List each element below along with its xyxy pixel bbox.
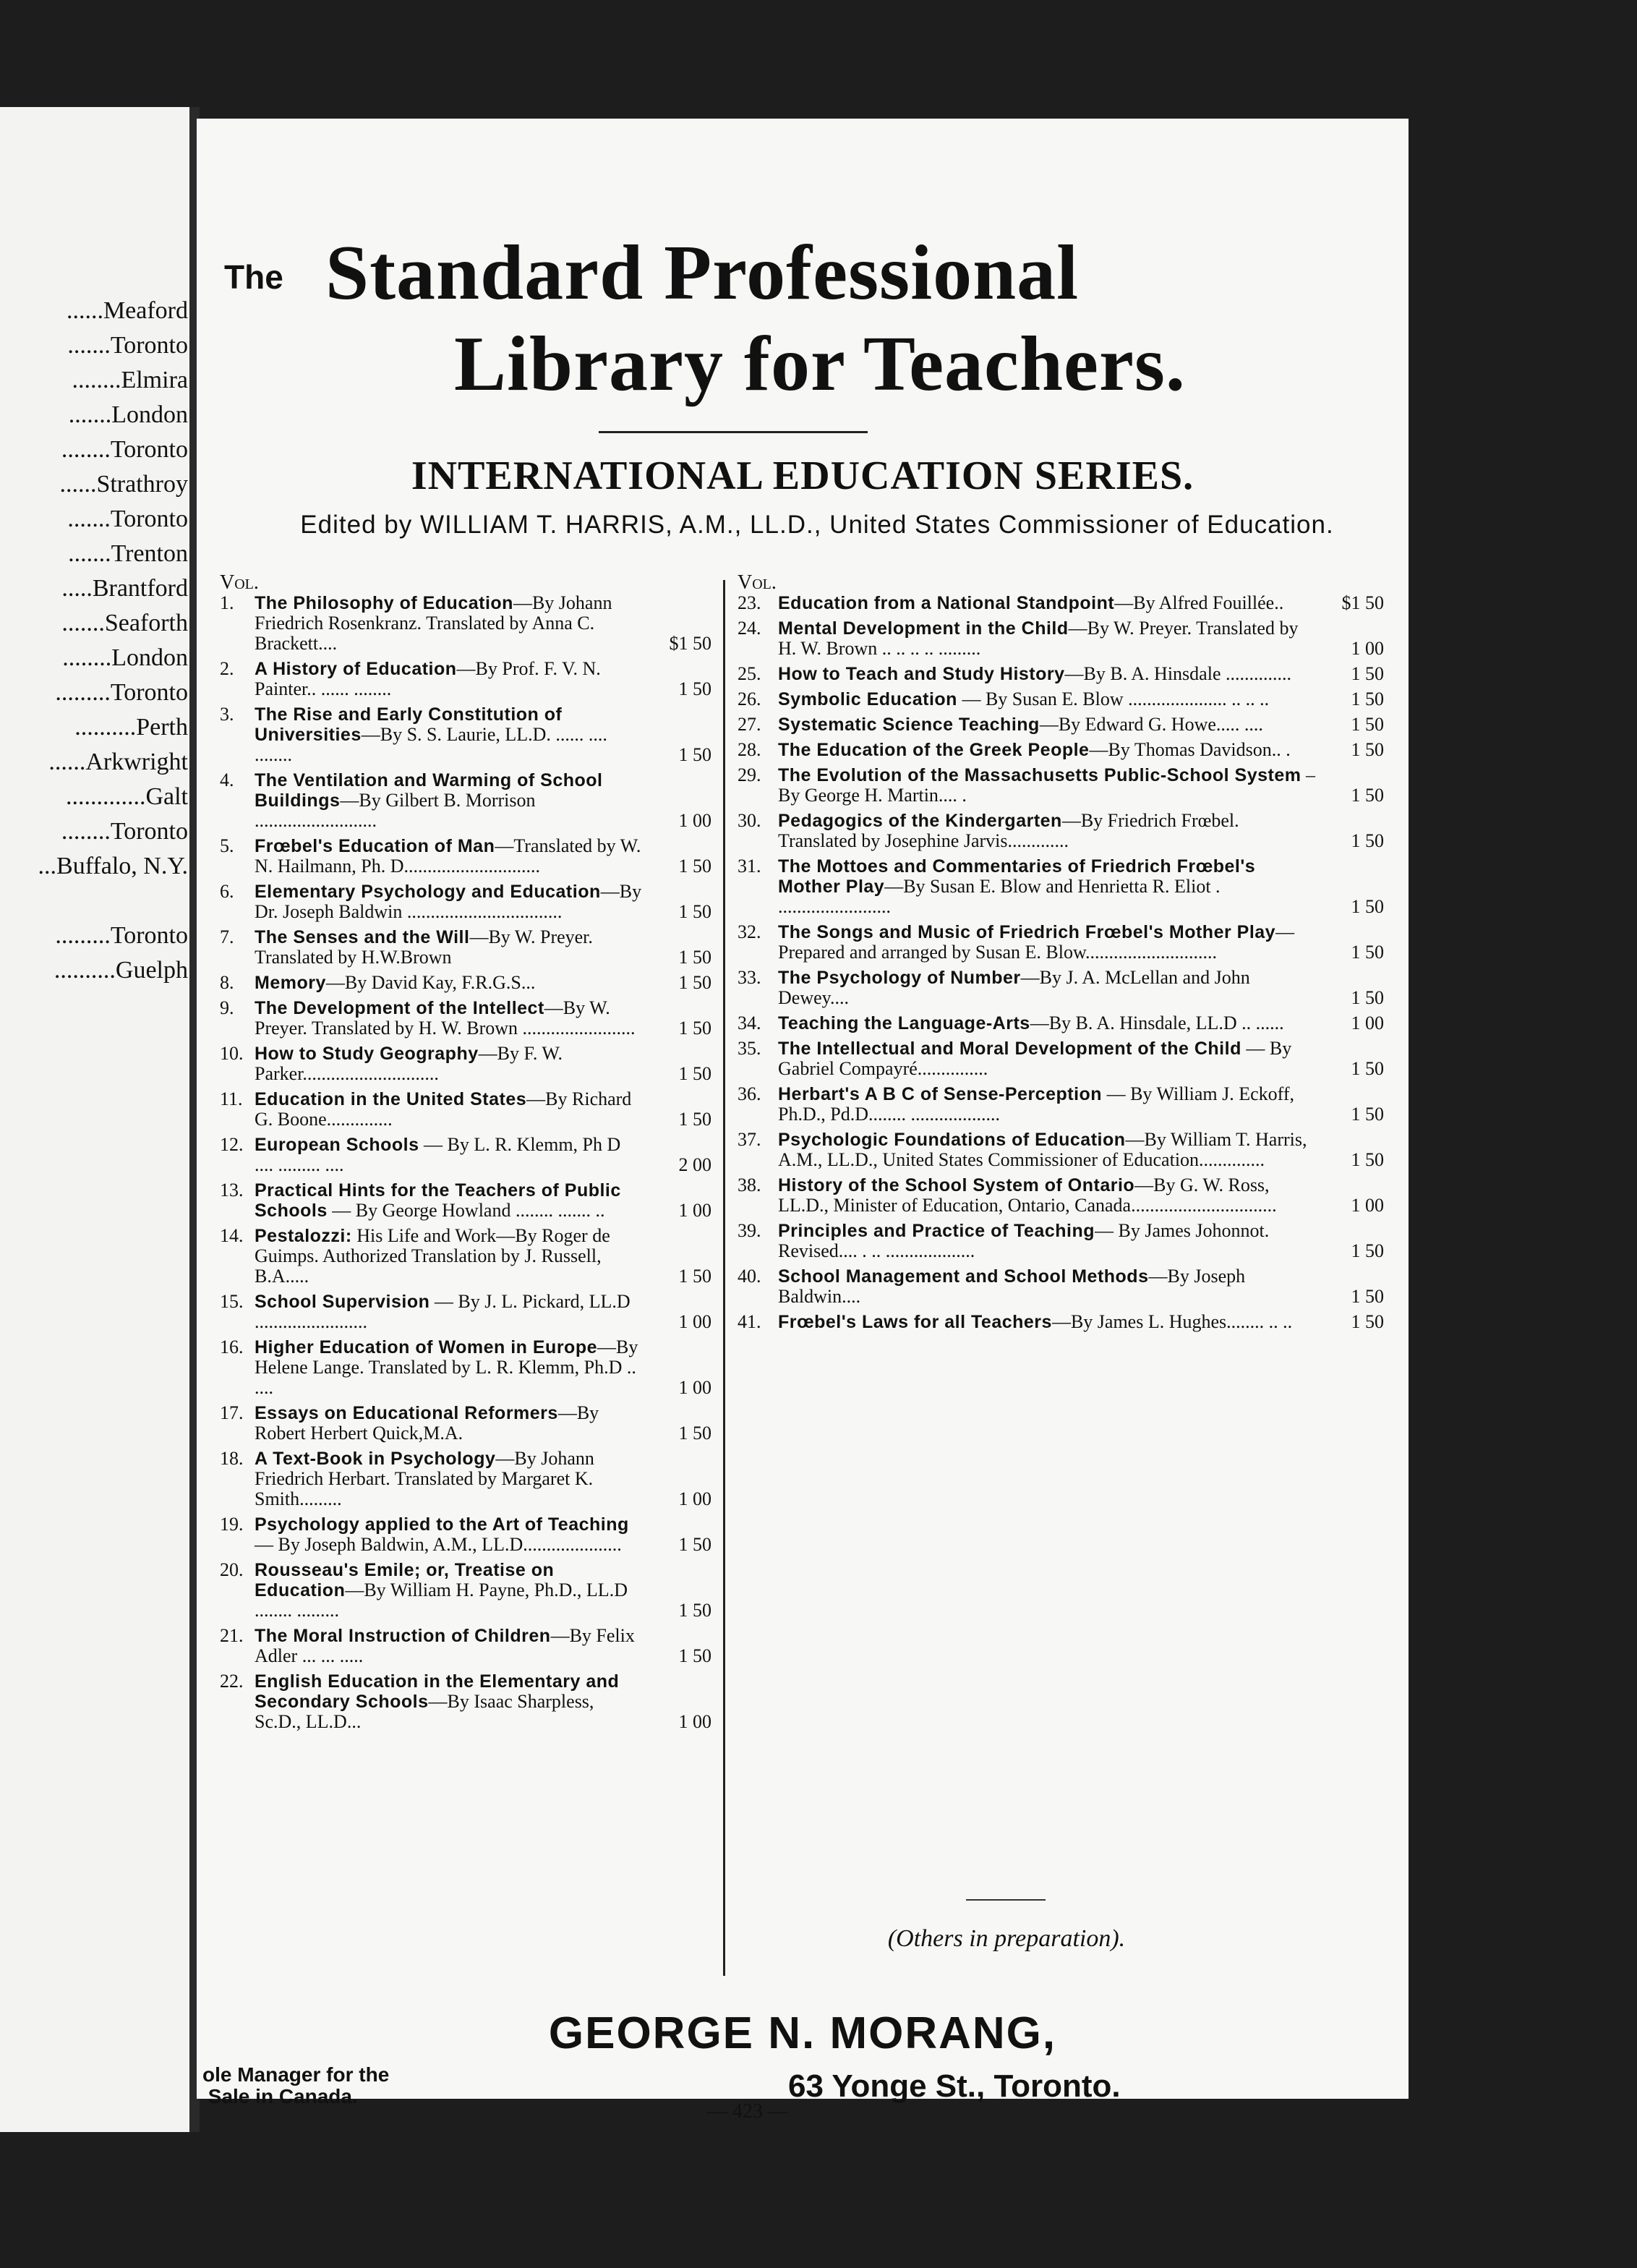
facing-page-line: ...Buffalo, N.Y. — [38, 853, 188, 879]
entry-number: 1. — [220, 592, 234, 613]
entry-number: 27. — [738, 714, 761, 735]
catalog-entry — [738, 1013, 1388, 1033]
catalog-entry — [738, 1266, 1388, 1307]
entry-number: 5. — [220, 835, 234, 856]
entry-author: —By Edward G. Howe..... .... — [1039, 714, 1263, 735]
catalog-entry — [738, 811, 1388, 851]
entry-author: — By William J. Eckoff, Ph.D., Pd.D........ ................... — [778, 1083, 1295, 1125]
entry-author: His Life and Work—By Roger de Guimps. Authorized Translation by J. Russell, B.A..... — [255, 1225, 610, 1287]
entry-price: 1 50 — [678, 1109, 711, 1130]
publisher-name: GEORGE N. MORANG, — [548, 2008, 1057, 2058]
entry-number: 37. — [738, 1129, 761, 1150]
entry-body — [778, 1130, 1319, 1170]
entry-price: 1 50 — [1351, 1311, 1384, 1332]
entry-price: 1 00 — [678, 1200, 711, 1221]
entry-title: Herbart's A B C of Sense-Perception — [778, 1084, 1103, 1104]
facing-page-line: .......Trenton — [68, 540, 188, 567]
entry-number: 7. — [220, 926, 234, 947]
entry-price: $1 50 — [1341, 592, 1384, 613]
entry-price: 1 00 — [678, 810, 711, 831]
facing-page — [0, 107, 189, 2132]
series-heading: INTERNATIONAL EDUCATION SERIES. — [411, 453, 1194, 498]
entry-title: Psychologic Foundations of Education — [778, 1130, 1126, 1150]
entry-price: 1 00 — [678, 1377, 711, 1398]
facing-page-line: .........Toronto — [55, 679, 188, 706]
entry-title: The Philosophy of Education — [255, 593, 513, 613]
entry-title: Essays on Educational Reformers — [255, 1403, 558, 1423]
entry-price: 1 50 — [678, 744, 711, 765]
catalog-entry — [738, 1039, 1388, 1079]
entry-author: — By George Howland ........ ....... .. — [327, 1200, 605, 1221]
entry-number: 36. — [738, 1083, 761, 1104]
entry-price: 1 00 — [678, 1711, 711, 1732]
entry-body — [778, 1084, 1319, 1125]
entry-price: 1 50 — [678, 1645, 711, 1666]
entry-title: History of the School System of Ontario — [778, 1175, 1135, 1195]
column-divider — [723, 580, 725, 1976]
entry-author: —By Felix Adler ... ... ..... — [255, 1625, 635, 1666]
entry-author: —By F. W. Parker............................. — [255, 1043, 563, 1084]
entry-number: 35. — [738, 1038, 761, 1059]
entry-price: 1 50 — [1351, 1149, 1384, 1170]
catalog-entry — [738, 1175, 1388, 1216]
entry-title: Practical Hints for the Teachers of Public Schools — [255, 1180, 621, 1221]
entry-body — [255, 998, 642, 1039]
entry-body — [255, 1449, 642, 1509]
entry-price: 1 50 — [678, 1063, 711, 1084]
catalog-entry — [220, 1044, 711, 1084]
entry-body — [255, 1044, 642, 1084]
entry-number: 8. — [220, 972, 234, 993]
entry-number: 4. — [220, 770, 234, 790]
entry-title: Memory — [255, 973, 326, 993]
entry-title: A History of Education — [255, 659, 457, 679]
catalog-entry — [738, 1084, 1388, 1125]
catalog-entry — [220, 1403, 711, 1444]
entry-number: 9. — [220, 997, 234, 1018]
title-article: The — [224, 258, 283, 296]
vol-label-left: Vol. — [220, 571, 259, 594]
entry-title: The Senses and the Will — [255, 927, 470, 947]
entry-body — [255, 1226, 642, 1287]
entry-price: 1 50 — [678, 678, 711, 699]
entry-body — [778, 618, 1319, 659]
entry-price: 1 50 — [678, 1018, 711, 1039]
entry-body — [255, 1180, 642, 1221]
entry-number: 41. — [738, 1311, 761, 1332]
entry-price: 1 50 — [1351, 739, 1384, 760]
entry-title: The Ventilation and Warming of School Buildings — [255, 770, 603, 811]
catalog-entry — [220, 1180, 711, 1221]
entry-author: —By William T. Harris, A.M., LL.D., United States Commissioner of Education.............. — [778, 1129, 1307, 1170]
entry-price: 1 50 — [1351, 987, 1384, 1008]
entry-price: 1 50 — [1351, 896, 1384, 917]
entry-author: —By W. Preyer. Translated by H.W.Brown — [255, 926, 593, 968]
page-number: — 423 — — [707, 2100, 788, 2123]
entry-number: 33. — [738, 967, 761, 988]
entry-price: 1 00 — [1351, 1012, 1384, 1033]
entry-author: —By J. A. McLellan and John Dewey.... — [778, 967, 1250, 1008]
facing-page-line: ..........Perth — [74, 714, 188, 741]
entry-author: —By Joseph Baldwin.... — [778, 1266, 1246, 1307]
entry-number: 40. — [738, 1266, 761, 1287]
entry-author: — By L. R. Klemm, Ph D .... ......... .... — [255, 1134, 621, 1175]
entry-author: —By Susan E. Blow and Henrietta R. Eliot . ........................ — [778, 876, 1221, 917]
entry-body — [255, 1626, 642, 1666]
entry-body — [255, 882, 642, 922]
entry-body — [255, 1403, 642, 1444]
catalog-entry — [738, 1221, 1388, 1261]
entry-price: 1 50 — [1351, 663, 1384, 684]
entry-author: —Translated by W. N. Hailmann, Ph. D............................. — [255, 835, 641, 877]
entry-title: Higher Education of Women in Europe — [255, 1337, 597, 1357]
entry-author: —By David Kay, F.R.G.S... — [325, 972, 536, 993]
entry-number: 26. — [738, 688, 761, 709]
entry-title: The Mottoes and Commentaries of Friedrich Frœbel's Mother Play — [778, 856, 1256, 897]
entry-number: 2. — [220, 658, 234, 679]
vol-label-right: Vol. — [738, 571, 777, 594]
catalog-entry — [220, 1671, 711, 1732]
left-column — [220, 593, 711, 1737]
entry-title: Mental Development in the Child — [778, 618, 1069, 639]
entry-title: Symbolic Education — [778, 689, 957, 709]
entry-author: —By Helene Lange. Translated by L. R. Klemm, Ph.D .. .... — [255, 1336, 638, 1398]
sole-manager-note: ole Manager for the Sale in Canada. — [202, 2063, 390, 2107]
entry-body — [255, 1089, 642, 1130]
entry-body — [255, 927, 642, 968]
catalog-entry — [220, 770, 711, 831]
entry-author: —By Gilbert B. Morrison .......................... — [255, 790, 536, 831]
entry-author: — By Susan E. Blow ..................... .. .. .. — [957, 688, 1270, 709]
entry-author: — By J. L. Pickard, LL.D ........................ — [255, 1291, 631, 1332]
entry-number: 21. — [220, 1625, 244, 1646]
facing-page-line: .........Toronto — [55, 922, 188, 949]
entry-price: 1 50 — [1351, 1240, 1384, 1261]
entry-body — [255, 593, 642, 654]
entry-author: —Prepared and arranged by Susan E. Blow............................ — [778, 921, 1295, 963]
right-column — [738, 593, 1388, 1337]
catalog-entry — [220, 927, 711, 968]
entry-body — [778, 1013, 1319, 1033]
facing-page-line: .............Galt — [65, 783, 188, 810]
entry-price: $1 50 — [669, 633, 711, 654]
entry-title: Rousseau's Emile; or, Treatise on Education — [255, 1560, 555, 1600]
catalog-entry — [220, 1226, 711, 1287]
entry-author: –By George H. Martin.... . — [778, 764, 1315, 806]
entry-title: School Supervision — [255, 1292, 430, 1312]
entry-number: 19. — [220, 1514, 244, 1535]
others-note: (Others in preparation). — [887, 1925, 1126, 1952]
entry-price: 1 50 — [678, 1600, 711, 1621]
catalog-entry — [220, 1337, 711, 1398]
entry-author: — By Gabriel Compayré............... — [778, 1038, 1292, 1079]
entry-body — [255, 1514, 642, 1555]
entry-body — [778, 1039, 1319, 1079]
entry-price: 1 50 — [678, 972, 711, 993]
entry-number: 16. — [220, 1336, 244, 1357]
entry-author: —By James L. Hughes........ .. .. — [1051, 1311, 1293, 1332]
entry-body — [778, 715, 1319, 735]
catalog-entry — [738, 740, 1388, 760]
editor-line: Edited by WILLIAM T. HARRIS, A.M., LL.D., United States Commissioner of Education. — [300, 511, 1334, 539]
entry-body — [255, 1135, 642, 1175]
catalog-entry — [220, 836, 711, 877]
entry-number: 25. — [738, 663, 761, 684]
entry-price: 1 50 — [678, 947, 711, 968]
catalog-entry — [738, 664, 1388, 684]
catalog-entry — [220, 1449, 711, 1509]
entry-body — [255, 836, 642, 877]
entry-title: The Intellectual and Moral Development of the Child — [778, 1039, 1241, 1059]
entry-number: 38. — [738, 1174, 761, 1195]
facing-page-line: ........Toronto — [61, 436, 188, 463]
entry-title: Principles and Practice of Teaching — [778, 1221, 1095, 1241]
entry-number: 11. — [220, 1088, 243, 1109]
catalog-entry — [220, 1560, 711, 1621]
entry-title: Education from a National Standpoint — [778, 593, 1115, 613]
catalog-page — [197, 119, 1409, 2123]
entry-price: 1 50 — [1351, 688, 1384, 709]
entry-author: —By Prof. F. V. N. Painter.. ...... ........ — [255, 658, 601, 699]
entry-body — [778, 922, 1319, 963]
entry-body — [255, 704, 642, 765]
catalog-entry — [220, 998, 711, 1039]
entry-author: —By Thomas Davidson.. . — [1089, 739, 1291, 760]
entry-number: 20. — [220, 1559, 244, 1580]
entry-author: —By Johann Friedrich Rosenkranz. Translated by Anna C. Brackett.... — [255, 592, 612, 654]
entry-number: 18. — [220, 1448, 244, 1469]
entry-price: 1 50 — [678, 901, 711, 922]
entry-number: 15. — [220, 1291, 244, 1312]
entry-number: 31. — [738, 856, 761, 877]
entry-author: —By S. S. Laurie, LL.D. ...... .... ........ — [255, 724, 607, 765]
entry-author: —By W. Preyer. Translated by H. W. Brown .. .. .. .. ......... — [778, 618, 1299, 659]
entry-author: —By Johann Friedrich Herbart. Translated by Margaret K. Smith......... — [255, 1448, 594, 1509]
facing-page-line: .....Brantford — [61, 575, 188, 602]
entry-title: The Development of the Intellect — [255, 998, 544, 1018]
catalog-entry — [220, 593, 711, 654]
entry-title: Teaching the Language-Arts — [778, 1013, 1030, 1033]
entry-price: 1 50 — [678, 856, 711, 877]
entry-number: 6. — [220, 881, 234, 902]
entry-title: Pestalozzi: — [255, 1226, 352, 1246]
catalog-entry — [738, 593, 1388, 613]
entry-number: 34. — [738, 1012, 761, 1033]
entry-author: —By G. W. Ross, LL.D., Minister of Education, Ontario, Canada............................... — [778, 1174, 1277, 1216]
entry-number: 17. — [220, 1402, 244, 1423]
entry-title: Elementary Psychology and Education — [255, 882, 601, 902]
entry-number: 32. — [738, 921, 761, 942]
entry-title: Education in the United States — [255, 1089, 527, 1109]
entry-body — [778, 664, 1319, 684]
entry-body — [778, 1221, 1319, 1261]
entry-title: English Education in the Elementary and Secondary Schools — [255, 1671, 620, 1712]
entry-price: 2 00 — [678, 1154, 711, 1175]
entry-body — [778, 1175, 1319, 1216]
entry-body — [255, 659, 642, 699]
entry-author: — By James Johonnot. Revised.... . .. ................... — [778, 1220, 1270, 1261]
entry-number: 29. — [738, 764, 761, 785]
entry-number: 22. — [220, 1671, 244, 1692]
facing-page-line: .......Seaforth — [61, 610, 188, 636]
facing-page-line: ......Strathroy — [59, 471, 188, 498]
entry-author: —By B. A. Hinsdale, LL.D .. ...... — [1030, 1012, 1284, 1033]
others-rule — [966, 1899, 1046, 1901]
catalog-entry — [738, 1312, 1388, 1332]
entry-author: —By William H. Payne, Ph.D., LL.D ........ ......... — [255, 1580, 628, 1621]
entry-author: —By Richard G. Boone.............. — [255, 1088, 632, 1130]
facing-page-line: ........Toronto — [61, 818, 188, 845]
entry-number: 39. — [738, 1220, 761, 1241]
entry-title: The Rise and Early Constitution of Universities — [255, 704, 563, 745]
entry-title: Frœbel's Education of Man — [255, 836, 495, 856]
catalog-entry — [220, 1514, 711, 1555]
entry-title: A Text-Book in Psychology — [255, 1449, 496, 1469]
entry-number: 30. — [738, 810, 761, 831]
title-line-2: Library for Teachers. — [454, 321, 1186, 407]
entry-title: School Management and School Methods — [778, 1266, 1149, 1287]
entry-price: 1 50 — [678, 1423, 711, 1444]
facing-page-line: ........Elmira — [72, 367, 188, 393]
entry-title: How to Teach and Study History — [778, 664, 1065, 684]
entry-number: 28. — [738, 739, 761, 760]
facing-page-line: .......London — [68, 401, 188, 428]
entry-price: 1 50 — [1351, 830, 1384, 851]
catalog-entry — [220, 1626, 711, 1666]
entry-price: 1 00 — [678, 1488, 711, 1509]
entry-price: 1 00 — [1351, 638, 1384, 659]
entry-title: The Education of the Greek People — [778, 740, 1090, 760]
entry-number: 23. — [738, 592, 761, 613]
entry-number: 13. — [220, 1180, 244, 1201]
entry-author: — By Joseph Baldwin, A.M., LL.D..................... — [255, 1534, 622, 1555]
entry-price: 1 00 — [678, 1311, 711, 1332]
entry-number: 10. — [220, 1043, 244, 1064]
title-line-1: Standard Professional — [325, 230, 1080, 316]
catalog-entry — [738, 968, 1388, 1008]
entry-body — [778, 968, 1319, 1008]
catalog-entry — [220, 973, 711, 993]
entry-body — [778, 1266, 1319, 1307]
entry-price: 1 50 — [1351, 942, 1384, 963]
entry-title: The Songs and Music of Friedrich Frœbel's Mother Play — [778, 922, 1276, 942]
entry-body — [255, 1560, 642, 1621]
entry-title: Pedagogics of the Kindergarten — [778, 811, 1062, 831]
entry-title: European Schools — [255, 1135, 419, 1155]
entry-price: 1 50 — [1351, 1286, 1384, 1307]
facing-page-line: ..........Guelph — [54, 957, 188, 984]
entry-number: 12. — [220, 1134, 244, 1155]
entry-title: The Evolution of the Massachusetts Public-School System — [778, 765, 1302, 785]
facing-page-line: .......Toronto — [67, 506, 188, 532]
entry-price: 1 50 — [678, 1534, 711, 1555]
entry-title: The Moral Instruction of Children — [255, 1626, 551, 1646]
facing-page-line: ........London — [62, 644, 188, 671]
entry-author: —By Dr. Joseph Baldwin ................................. — [255, 881, 642, 922]
catalog-entry — [738, 618, 1388, 659]
entry-author: —By Isaac Sharpless, Sc.D., LL.D... — [255, 1691, 594, 1732]
facing-page-line: ......Meaford — [66, 297, 188, 324]
publisher-address: 63 Yonge St., Toronto. — [788, 2068, 1121, 2104]
catalog-entry — [220, 1292, 711, 1332]
entry-price: 1 50 — [1351, 1058, 1384, 1079]
entry-price: 1 50 — [1351, 714, 1384, 735]
entry-author: —By Friedrich Frœbel. Translated by Josephine Jarvis............. — [778, 810, 1239, 851]
entry-author: —By Robert Herbert Quick,M.A. — [255, 1402, 599, 1444]
entry-body — [778, 593, 1319, 613]
entry-body — [778, 765, 1319, 806]
entry-number: 14. — [220, 1225, 244, 1246]
entry-number: 3. — [220, 704, 234, 725]
title-rule — [599, 431, 868, 433]
entry-body — [778, 1312, 1319, 1332]
entry-author: —By W. Preyer. Translated by H. W. Brown ........................ — [255, 997, 636, 1039]
catalog-entry — [738, 922, 1388, 963]
catalog-entry — [738, 689, 1388, 709]
catalog-entry — [220, 882, 711, 922]
entry-title: How to Study Geography — [255, 1044, 479, 1064]
entry-author: —By B. A. Hinsdale .............. — [1064, 663, 1291, 684]
entry-body — [778, 811, 1319, 851]
catalog-entry — [738, 1130, 1388, 1170]
catalog-entry — [220, 704, 711, 765]
entry-price: 1 00 — [1351, 1195, 1384, 1216]
facing-page-line: ......Arkwright — [48, 749, 188, 775]
entry-body — [255, 1671, 642, 1732]
entry-body — [778, 740, 1319, 760]
facing-page-line: .......Toronto — [67, 332, 188, 359]
entry-price: 1 50 — [678, 1266, 711, 1287]
catalog-entry — [738, 715, 1388, 735]
catalog-entry — [220, 1089, 711, 1130]
catalog-entry — [220, 1135, 711, 1175]
entry-body — [255, 770, 642, 831]
entry-body — [778, 689, 1319, 709]
entry-body — [255, 1337, 642, 1398]
entry-title: Systematic Science Teaching — [778, 715, 1040, 735]
entry-title: The Psychology of Number — [778, 968, 1021, 988]
catalog-entry — [738, 765, 1388, 806]
entry-price: 1 50 — [1351, 785, 1384, 806]
catalog-entry — [220, 659, 711, 699]
entry-title: Psychology applied to the Art of Teaching — [255, 1514, 629, 1535]
entry-author: —By Alfred Fouillée.. — [1114, 592, 1284, 613]
entry-title: Frœbel's Laws for all Teachers — [778, 1312, 1052, 1332]
entry-body — [778, 856, 1319, 917]
entry-price: 1 50 — [1351, 1104, 1384, 1125]
entry-body — [255, 973, 642, 993]
entry-body — [255, 1292, 642, 1332]
catalog-entry — [738, 856, 1388, 917]
entry-number: 24. — [738, 618, 761, 639]
